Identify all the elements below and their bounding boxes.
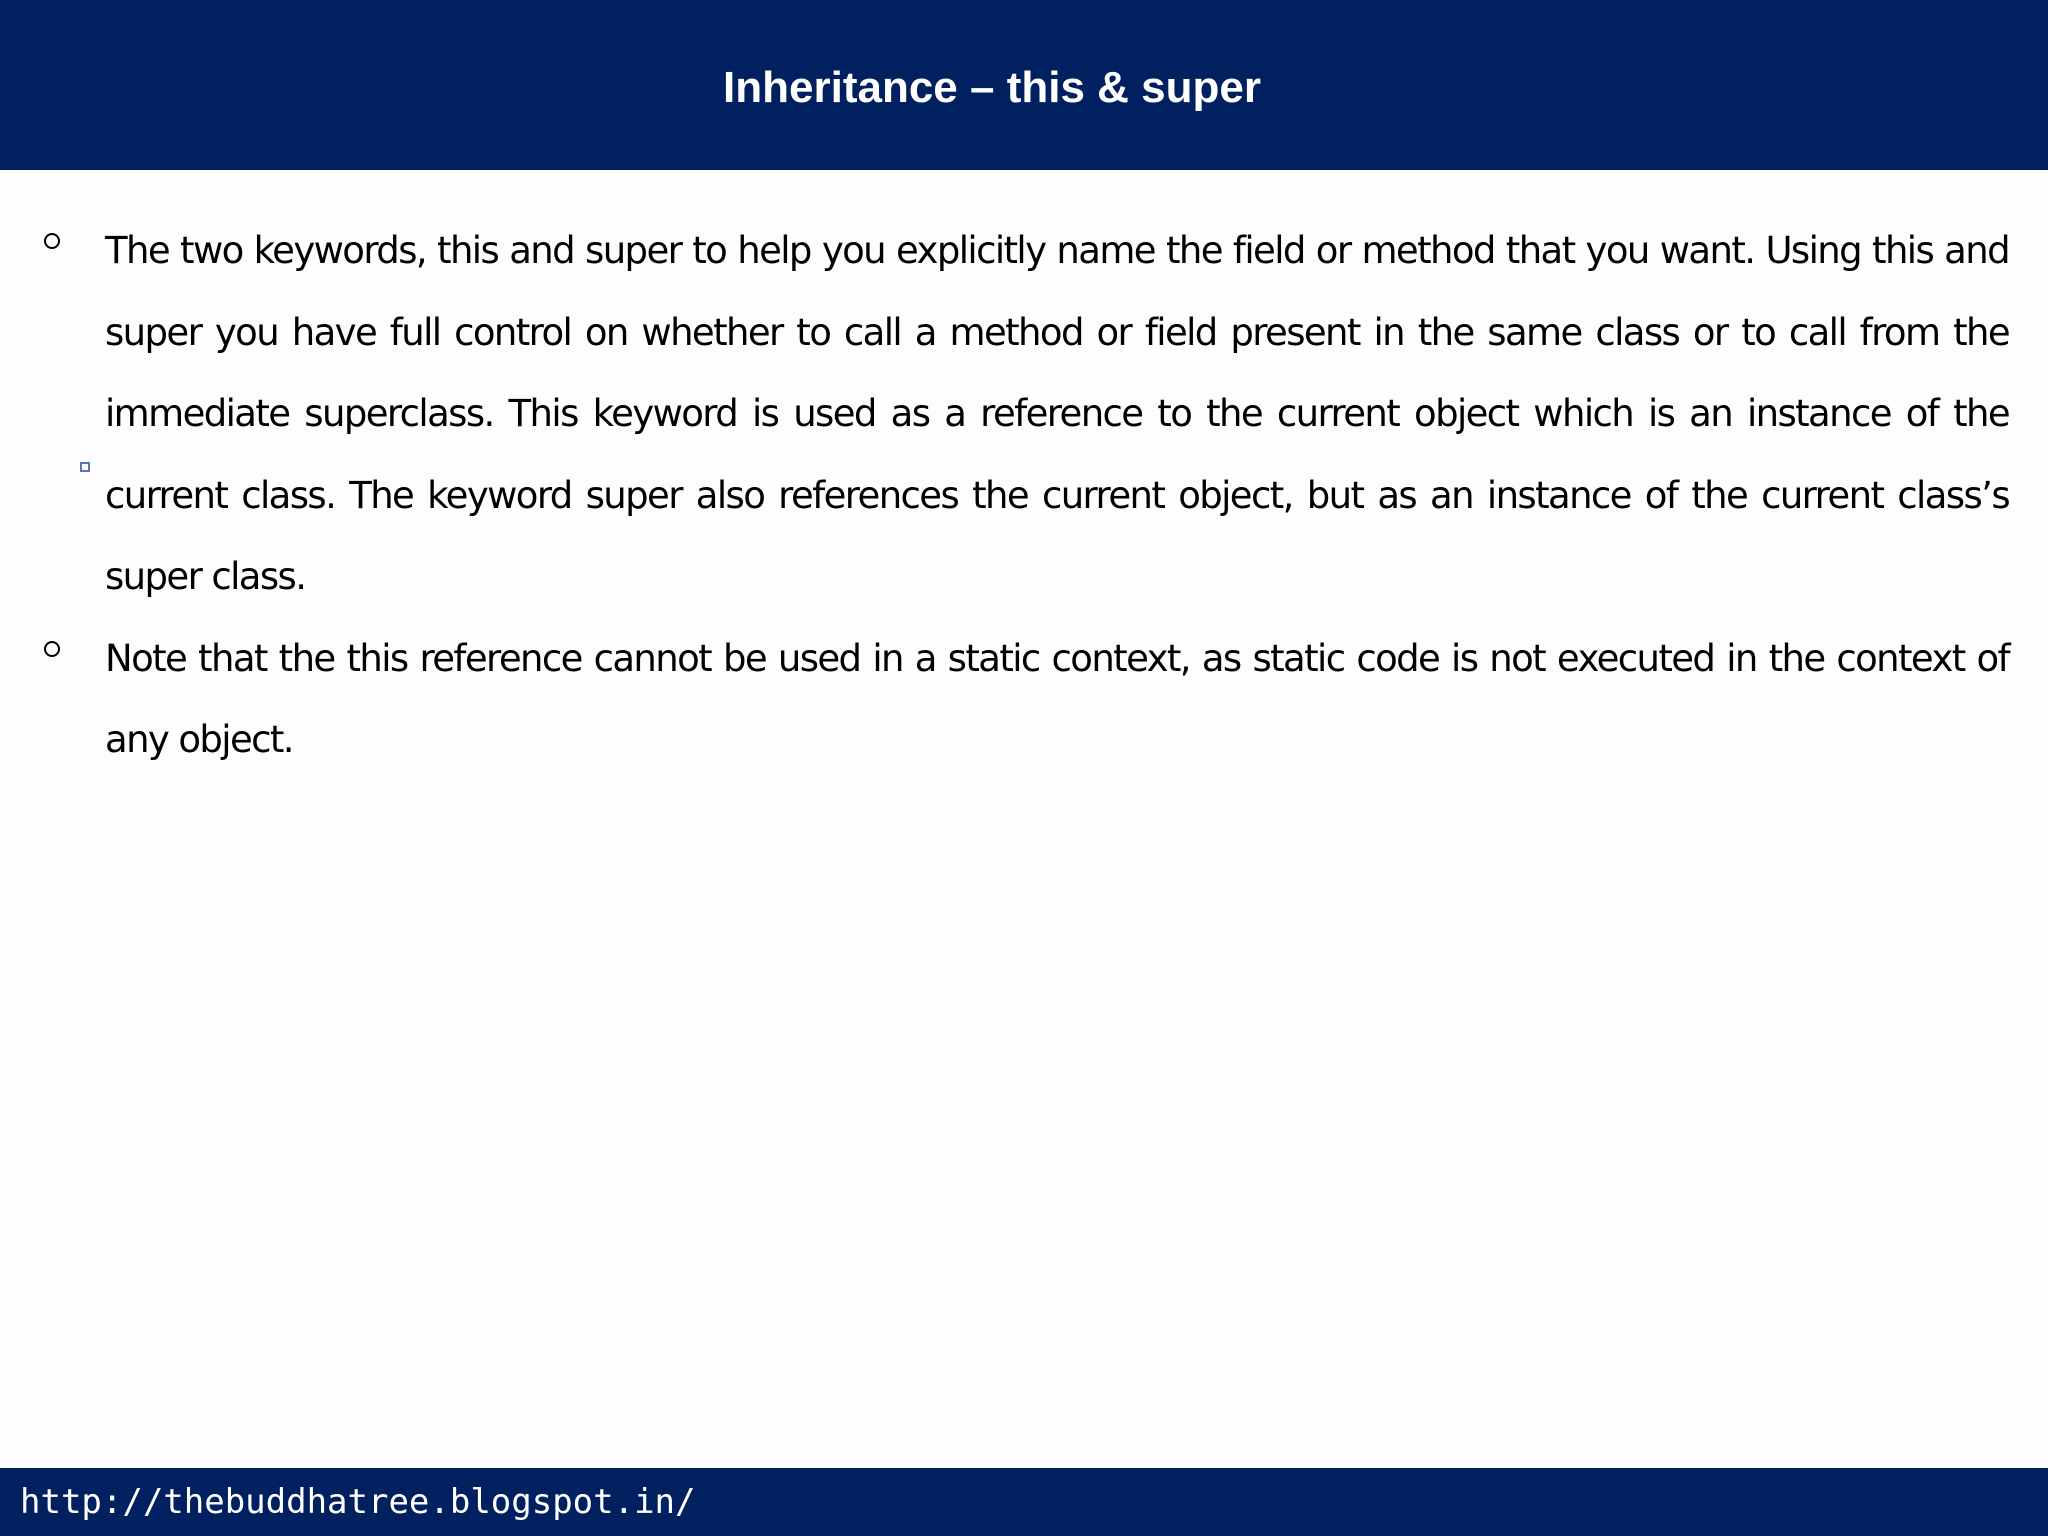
selection-handle-icon[interactable] [80,462,90,472]
bullet-list [40,210,2008,781]
slide-title: Inheritance – this & super [723,63,1261,112]
footer-url: http://thebuddhatree.blogspot.in/ [20,1482,696,1522]
hollow-circle-bullet-icon [44,233,60,249]
bullet-item [40,210,2008,618]
bullet-text: Note that the this reference cannot be used in a static context, as static code is not executed in the context of any object. [105,636,2009,761]
title-banner [0,0,2048,170]
bullet-text: The two keywords, this and super to help you explicitly name the field or method that you want. Using this and super you have full control on whether to call a method or field present in the same class or to call from the immediate superclass. This keyword is used as a reference to the current object which is an instance of the current class. The keyword super also references the current object, but as an instance of the current class’s super class. [105,229,2009,598]
footer-banner [0,1468,2048,1536]
hollow-circle-bullet-icon [44,641,60,657]
bullet-item [40,618,2008,781]
